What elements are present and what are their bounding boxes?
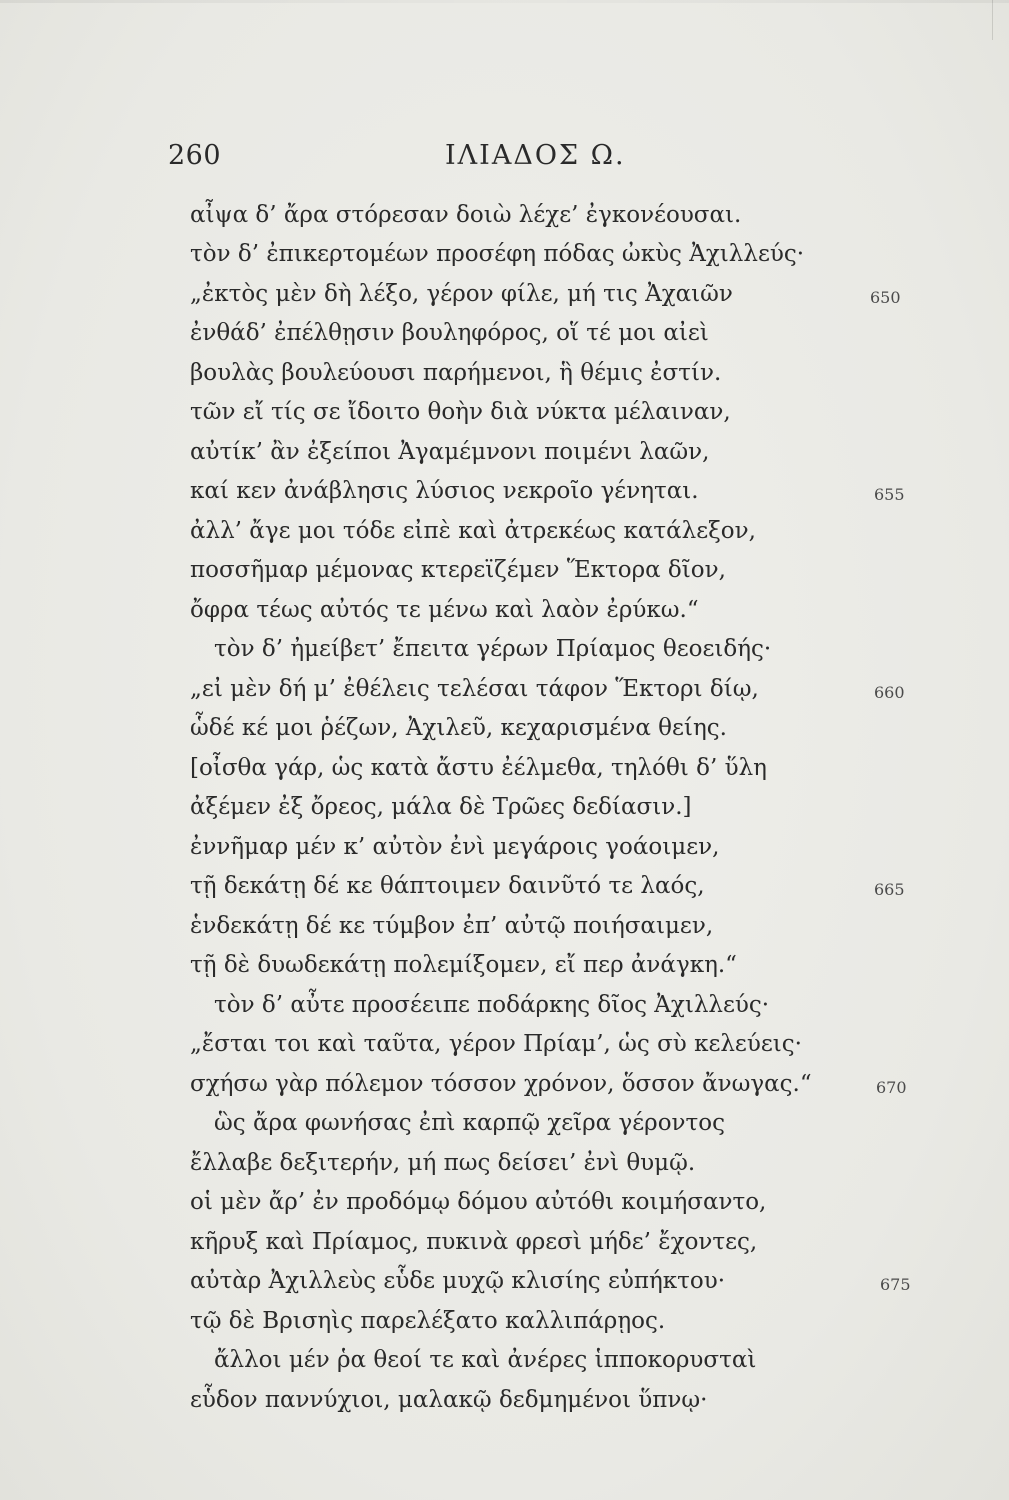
- line-number: 660: [874, 683, 905, 702]
- verse-line: εὗδον παννύχιοι, μαλακῷ δεδμημένοι ὕπνῳ·: [190, 1387, 708, 1413]
- verse-line: ἀξέμεν ἐξ ὄρεος, μάλα δὲ Τρῶες δεδίασιν.]: [190, 794, 692, 820]
- verse-line: ὧδέ κέ μοι ῥέζων, Ἀχιλεῦ, κεχαρισμένα θείης.: [190, 715, 727, 741]
- verse-line: τῇ δεκάτῃ δέ κε θάπτοιμεν δαινῦτό τε λαός,: [190, 873, 705, 899]
- verse-line: ἐννῆμαρ μέν κ’ αὐτὸν ἐνὶ μεγάροις γοάοιμεν,: [190, 834, 720, 860]
- verse-line: „εἰ μὲν δή μ’ ἐθέλεις τελέσαι τάφον Ἕκτορι δίῳ,: [190, 676, 759, 702]
- verse-line: τὸν δ’ αὖτε προσέειπε ποδάρκης δῖος Ἀχιλλεύς·: [214, 992, 770, 1018]
- verse-line: τῇ δὲ δυωδεκάτῃ πολεμίξομεν, εἴ περ ἀνάγκη.“: [190, 952, 737, 978]
- verse-line: „ἐκτὸς μὲν δὴ λέξο, γέρον φίλε, μή τις Ἀχαιῶν: [190, 281, 733, 307]
- verse-line: ἐνθάδ’ ἐπέλθῃσιν βουληφόρος, οἵ τέ μοι αἰεὶ: [190, 320, 709, 346]
- verse-line: οἱ μὲν ἄρ’ ἐν προδόμῳ δόμου αὐτόθι κοιμήσαντο,: [190, 1189, 767, 1215]
- verse-line: κῆρυξ καὶ Πρίαμος, πυκινὰ φρεσὶ μήδε’ ἔχοντες,: [190, 1229, 758, 1255]
- verse-line: τῶν εἴ τίς σε ἴδοιτο θοὴν διὰ νύκτα μέλαιναν,: [190, 399, 731, 425]
- verse-line: τῷ δὲ Βρισηὶς παρελέξατο καλλιπάρῃος.: [190, 1308, 666, 1334]
- verse-line: ὣς ἄρα φωνήσας ἐπὶ καρπῷ χεῖρα γέροντος: [214, 1110, 725, 1136]
- verse-line: τὸν δ’ ἠμείβετ’ ἔπειτα γέρων Πρίαμος θεοειδής·: [214, 636, 772, 662]
- verse-line: [οἶσθα γάρ, ὡς κατὰ ἄστυ ἐέλμεθα, τηλόθι δ’ ὕλη: [190, 755, 767, 781]
- verse-line: ὄφρα τέως αὐτός τε μένω καὶ λαὸν ἐρύκω.“: [190, 597, 699, 623]
- line-number: 675: [880, 1275, 911, 1294]
- line-number: 650: [870, 288, 901, 307]
- verse-line: καί κεν ἀνάβλησις λύσιος νεκροῖο γένηται.: [190, 478, 699, 504]
- verse-line: τὸν δ’ ἐπικερτομέων προσέφη πόδας ὠκὺς Ἀχιλλεύς·: [190, 241, 805, 267]
- line-number: 670: [876, 1078, 907, 1097]
- verse-line: ἄλλοι μέν ῥα θεοί τε καὶ ἀνέρες ἱπποκορυσταὶ: [214, 1347, 757, 1373]
- verse-line: αὐτὰρ Ἀχιλλεὺς εὗδε μυχῷ κλισίης εὐπήκτου·: [190, 1268, 726, 1294]
- line-number: 665: [874, 880, 905, 899]
- verse-line: αἶψα δ’ ἄρα στόρεσαν δοιὼ λέχε’ ἐγκονέουσαι.: [190, 202, 742, 228]
- running-title: ΙΛΙΑΔΟΣ Ω.: [445, 140, 626, 171]
- verse-line: ἑνδεκάτῃ δέ κε τύμβον ἐπ’ αὐτῷ ποιήσαιμεν,: [190, 913, 714, 939]
- verse-line: βουλὰς βουλεύουσι παρήμενοι, ἣ θέμις ἐστίν.: [190, 360, 722, 386]
- verse-line: σχήσω γὰρ πόλεμον τόσσον χρόνον, ὅσσον ἄνωγας.“: [190, 1071, 812, 1097]
- verse-line: αὐτίκ’ ἂν ἐξείποι Ἀγαμέμνονι ποιμένι λαῶν,: [190, 439, 710, 465]
- verse-line: „ἔσται τοι καὶ ταῦτα, γέρον Πρίαμ’, ὡς σὺ κελεύεις·: [190, 1031, 802, 1057]
- page-number: 260: [168, 140, 222, 171]
- line-number: 655: [874, 485, 905, 504]
- verse-line: ἔλλαβε δεξιτερήν, μή πως δείσει’ ἐνὶ θυμῷ.: [190, 1150, 696, 1176]
- verse-line: ἀλλ’ ἄγε μοι τόδε εἰπὲ καὶ ἀτρεκέως κατάλεξον,: [190, 518, 756, 544]
- verse-line: ποσσῆμαρ μέμονας κτερεϊζέμεν Ἕκτορα δῖον,: [190, 557, 726, 583]
